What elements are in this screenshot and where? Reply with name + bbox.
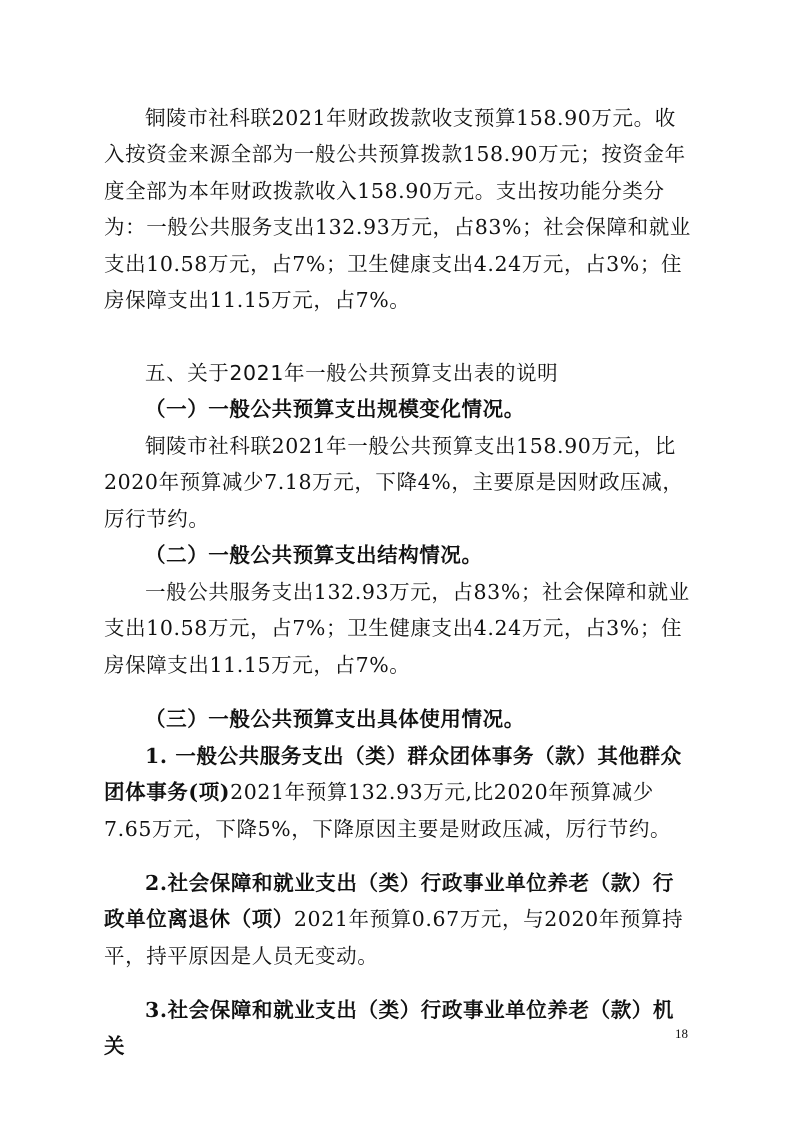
scale-change-paragraph: 铜陵市社科联2021年一般公共预算支出158.90万元，比2020年预算减少7.18万元，下降4%，主要原是因财政压减，厉行节约。 <box>104 434 684 531</box>
item-1-body: 2021年预算132.93万元,比2020年预算减少7.65万元，下降5%，下降原因主要是财政压减，厉行节约。 <box>104 780 672 841</box>
subsection-two-heading: （二）一般公共预算支出结构情况。 <box>145 543 483 567</box>
structure-paragraph: 一般公共服务支出132.93万元，占83%；社会保障和就业支出10.58万元，占7%；卫生健康支出4.24万元，占3%；住房保障支出11.15万元，占7%。 <box>104 580 690 677</box>
section-five-heading: 五、关于2021年一般公共预算支出表的说明 <box>145 361 559 385</box>
subsection-three-heading: （三）一般公共预算支出具体使用情况。 <box>145 707 525 731</box>
subsection-one-heading: （一）一般公共预算支出规模变化情况。 <box>145 397 525 421</box>
item-2-body: 2021年预算0.67万元，与2020年预算持平，持平原因是人员无变动。 <box>104 907 684 968</box>
page-number: 18 <box>675 1026 688 1041</box>
item-3-heading: 3.社会保障和就业支出（类）行政事业单位养老（款）机关 <box>104 998 674 1059</box>
budget-summary-paragraph: 铜陵市社科联2021年财政拨款收支预算158.90万元。收入按资金来源全部为一般公共预算拨款158.90万元；按资金年度全部为本年财政拨款收入158.90万元。支出按功能分类分为：一般公共服务支出132.93万元，占83%；社会保障和就业支出10.58万元，占7%；卫生健康支出4.24万元，占3%；住房保障支出11.15万元，占7%。 <box>104 106 691 313</box>
item-1-paragraph <box>104 738 694 847</box>
item-1-heading: 1. 一般公共服务支出（类）群众团体事务（款）其他群众团体事务(项) <box>104 744 682 805</box>
item-3-paragraph <box>104 992 694 1065</box>
item-2-paragraph <box>104 865 694 974</box>
item-2-heading: 2.社会保障和就业支出（类）行政事业单位养老（款）行政单位离退休（项） <box>104 871 674 932</box>
